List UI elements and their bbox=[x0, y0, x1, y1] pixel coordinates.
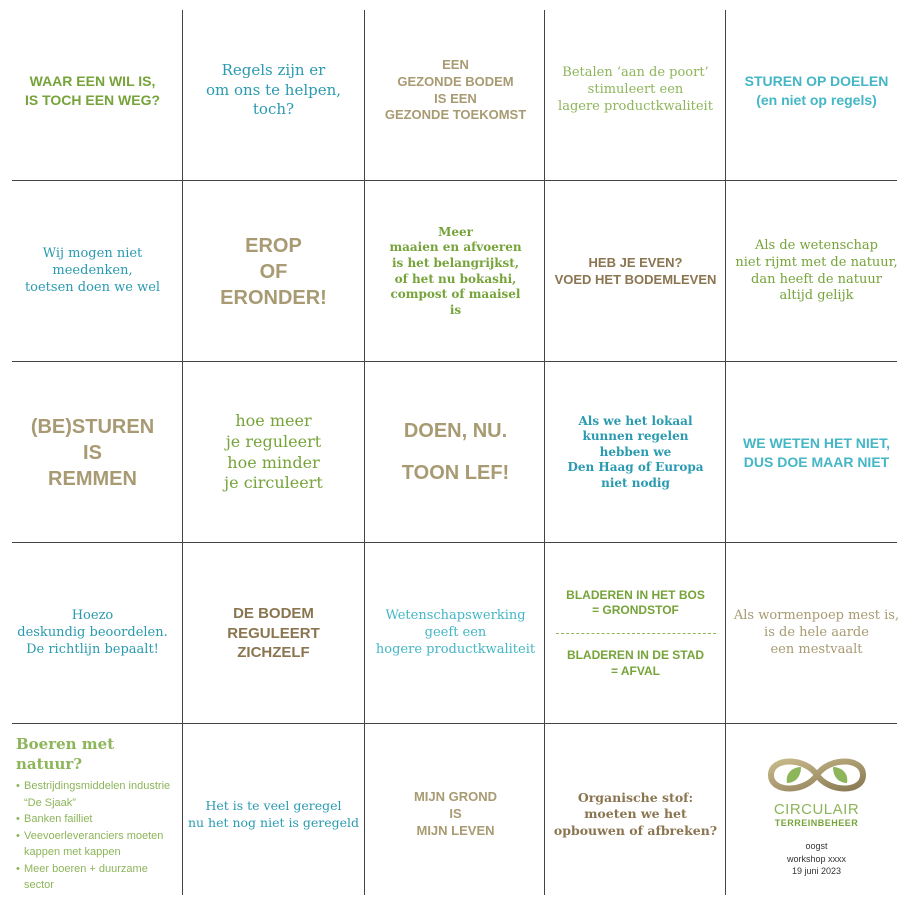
quote-text: MIJN GROND IS MIJN LEVEN bbox=[413, 789, 498, 838]
quote-cell bbox=[365, 0, 546, 181]
quote-cell bbox=[183, 724, 364, 905]
list-item: • Veevoerleveranciers moeten kappen met kappen bbox=[16, 828, 179, 861]
quote-cell bbox=[2, 724, 183, 905]
quote-cell bbox=[2, 362, 183, 543]
quote-text: Hoezo deskundig beoordelen. De richtlijn bepaalt! bbox=[17, 608, 168, 657]
quote-cell bbox=[545, 181, 726, 362]
bullet-list bbox=[16, 778, 179, 894]
quote-cell bbox=[183, 543, 364, 724]
list-item: • Banken failliet bbox=[16, 811, 179, 828]
quote-cell bbox=[545, 0, 726, 181]
quote-title: Boeren met natuur? bbox=[16, 735, 115, 773]
logo-subtitle: TERREINBEHEER bbox=[774, 818, 859, 829]
quote-text: Organische stof: moeten we het opbouwen of afbreken? bbox=[553, 790, 718, 838]
quote-text: Betalen ‘aan de poort’ stimuleert een lagere productkwaliteit bbox=[558, 65, 713, 114]
logo-title: CIRCULAIR bbox=[773, 801, 860, 819]
quote-cell bbox=[726, 543, 901, 724]
quote-cell bbox=[183, 362, 364, 543]
quote-cell bbox=[545, 543, 726, 724]
quote-cell bbox=[545, 362, 726, 543]
quote-text: WE WETEN HET NIET, DUS DOE MAAR NIET bbox=[743, 435, 890, 470]
quote-cell bbox=[2, 0, 183, 181]
quote-cell bbox=[726, 362, 901, 543]
quote-cell bbox=[545, 724, 726, 905]
quote-text: DE BODEM REGULEERT ZICHZELF bbox=[227, 605, 320, 662]
quote-text: Als we het lokaal kunnen regelen hebben we Den Haag of Europa niet nodig bbox=[567, 413, 704, 490]
quote-cell bbox=[365, 181, 546, 362]
footer-line: workshop xxxx bbox=[786, 853, 847, 864]
quote-text: EROP OF ERONDER! bbox=[220, 234, 327, 309]
quote-text: HEB JE EVEN? VOED HET BODEMLEVEN bbox=[554, 254, 717, 287]
list-item: • Meer boeren + duurzame sector bbox=[16, 861, 179, 894]
dashed-divider bbox=[556, 633, 716, 634]
quote-text: BLADEREN IN DE STAD = AFVAL bbox=[566, 648, 705, 678]
quote-cell bbox=[365, 724, 546, 905]
logo-cell bbox=[726, 724, 901, 905]
quote-text: BLADEREN IN HET BOS = GRONDSTOF bbox=[566, 587, 705, 618]
quote-text: hoe meer je reguleert hoe minder je circuleert bbox=[224, 410, 323, 493]
quote-text: Als de wetenschap niet rijmt met de natuur, dan heeft de natuur altijd gelijk bbox=[735, 237, 898, 304]
quote-text: (BE)STUREN IS REMMEN bbox=[30, 415, 155, 490]
quote-text: Wetenschapswerking geeft een hogere productkwaliteit bbox=[375, 608, 536, 657]
footer-info bbox=[787, 840, 846, 878]
quote-text: Wij mogen niet meedenken, toetsen doen we wel bbox=[24, 246, 161, 295]
list-item: • Bestrijdingsmiddelen industrie “De Sjaak” bbox=[16, 778, 179, 811]
quote-cell bbox=[726, 0, 901, 181]
logo bbox=[765, 751, 869, 878]
infinity-leaf-icon bbox=[765, 751, 869, 799]
quote-text: EEN GEZONDE BODEM IS EEN GEZONDE TOEKOMST bbox=[384, 56, 527, 123]
quote-text: DOEN, NU. TOON LEF! bbox=[401, 420, 510, 484]
quote-cell bbox=[365, 543, 546, 724]
quote-cell bbox=[2, 543, 183, 724]
quote-cell bbox=[726, 181, 901, 362]
footer-line: 19 juni 2023 bbox=[791, 866, 842, 877]
quote-cell bbox=[183, 181, 364, 362]
quote-text: WAAR EEN WIL IS, IS TOCH EEN WEG? bbox=[24, 73, 161, 108]
quote-text: Als wormenpoep mest is, is de hele aarde een mestvaalt bbox=[733, 608, 900, 657]
quote-text: Het is te veel geregel nu het nog niet is geregeld bbox=[187, 798, 360, 830]
quote-grid bbox=[2, 0, 899, 901]
quote-text: Meer maaien en afvoeren is het belangrijkst, of het nu bokashi, compost of maaisel is bbox=[389, 224, 522, 317]
quote-text: Regels zijn er om ons te helpen, toch? bbox=[205, 61, 342, 119]
quote-cell bbox=[365, 362, 546, 543]
quote-text: STUREN OP DOELEN (en niet op regels) bbox=[744, 73, 889, 108]
quote-cell bbox=[2, 181, 183, 362]
quote-cell bbox=[183, 0, 364, 181]
footer-line: oogst bbox=[805, 841, 828, 852]
